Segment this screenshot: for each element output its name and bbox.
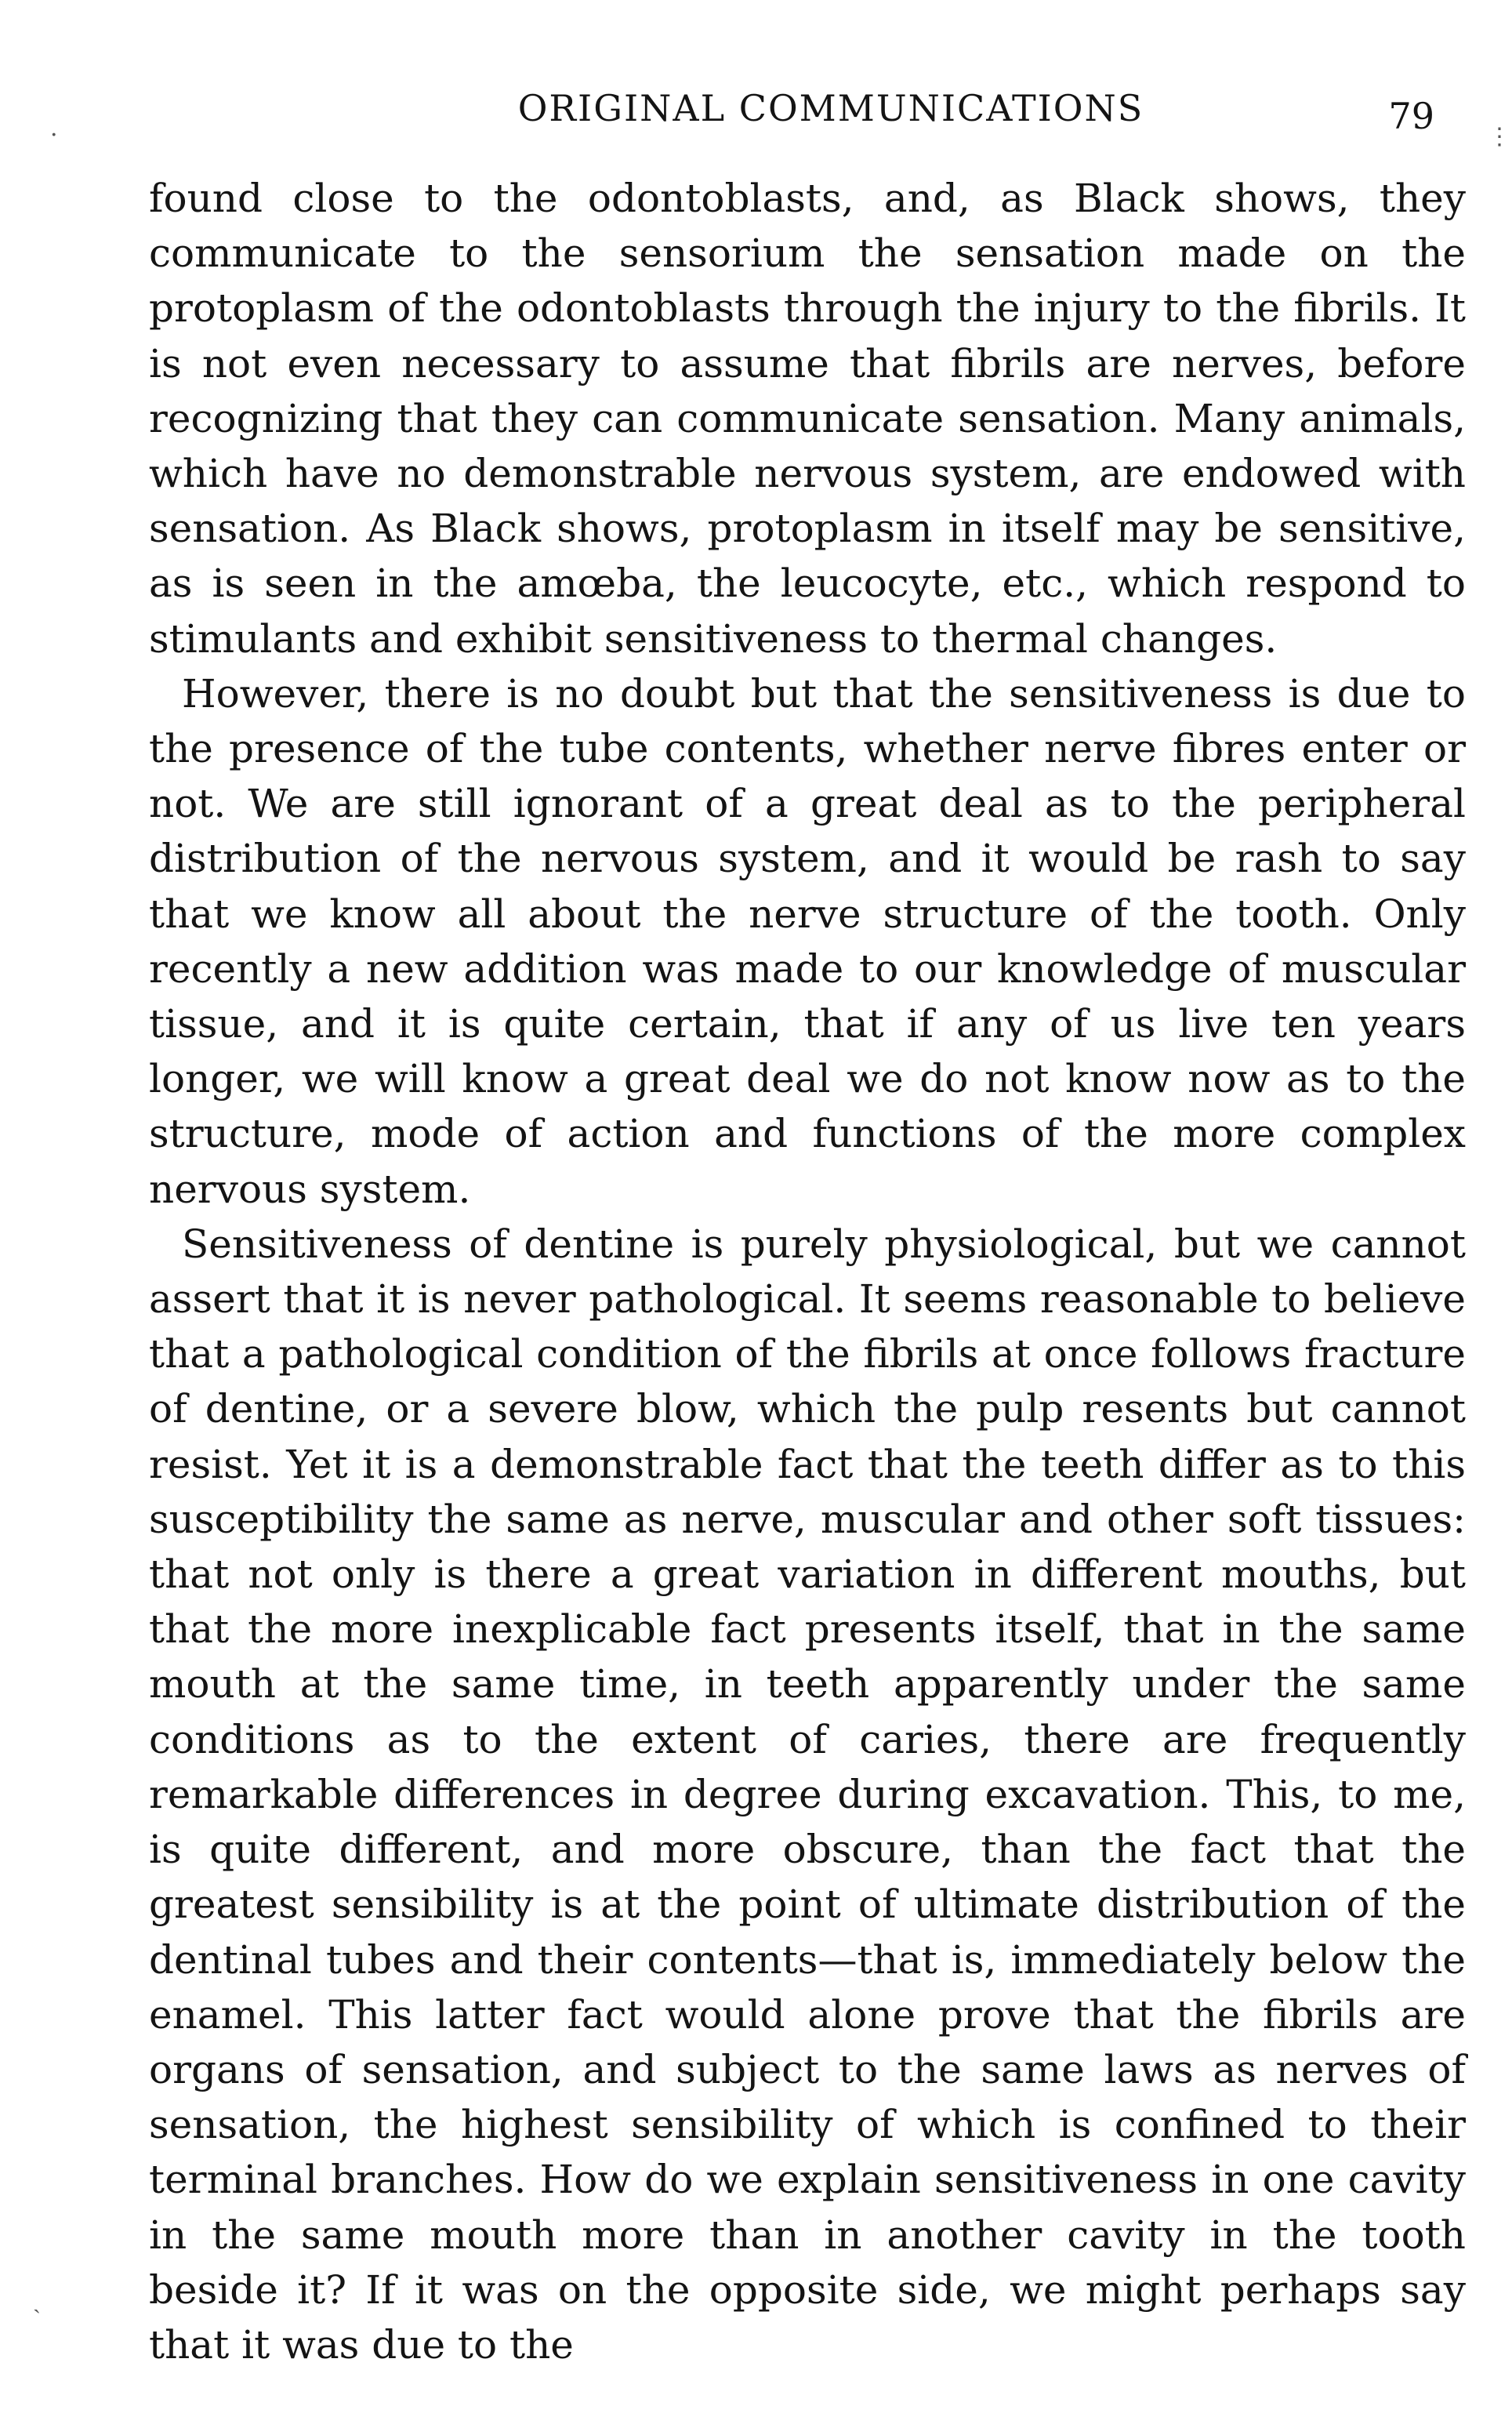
paragraph: However, there is no doubt but that the sensitiveness is due to the presence of the tube contents, whether nerve fibres enter or not. We are still ignorant of a great deal as to the peripheral distribution of the nervous system, and it would be rash to say that we know all about the nerve structure of the tooth. Only recently a new addition was made to our knowledge of muscular tissue, and it is quite certain, that if any of us live ten years longer, we will know a great deal we do not know now as to the structure, mode of action and functions of the more complex nervous system. [149,670,1466,1212]
margin-speck: ⋮ [1488,123,1511,151]
body-text [149,171,1466,2372]
running-head [149,85,1481,137]
margin-speck: · [50,122,58,149]
margin-speck: ˎ [33,2287,41,2314]
paragraph-continuation: found close to the odontoblasts, and, as Black shows, they communicate to the sensorium the sensation made on the protoplasm of the odontoblasts through the injury to the fibrils. It is not even necessary to assume that fibrils are nerves, before recognizing that they can communicate sensation. Many animals, which have no demonstrable nervous system, are endowed with sensation. As Black shows, protoplasm in itself may be sensitive, as is seen in the amœba, the leucocyte, etc., which respond to stimulants and exhibit sensitiveness to thermal changes. [149,176,1466,662]
running-title: ORIGINAL COMMUNICATIONS [517,87,1144,129]
paragraph: Sensitiveness of dentine is purely physiological, but we cannot assert that it is never pathological. It seems reasonable to believe that a pathological condition of the fibrils at once follows fracture of dentine, or a severe blow, which the pulp resents but cannot resist. Yet it is a demonstrable fact that the teeth differ as to this susceptibility the same as nerve, muscular and other soft tissues: that not only is there a great variation in different mouths, but that the more inexplicable fact presents itself, that in the same mouth at the same time, in teeth apparently under the same conditions as to the extent of caries, there are frequently remarkable differences in degree during excavation. This, to me, is quite different, and more obscure, than the fact that the greatest sensibility is at the point of ultimate distribution of the dentinal tubes and their contents—that is, immediately below the enamel. This latter fact would alone prove that the fibrils are organs of sensation, and subject to the same laws as nerves of sensation, the highest sensibility of which is confined to their terminal branches. How do we explain sensitiveness in one cavity in the same mouth more than in another cavity in the tooth beside it? If it was on the opposite side, we might perhaps say that it was due to the [149,1221,1466,2368]
page-number: 79 [1388,95,1434,137]
